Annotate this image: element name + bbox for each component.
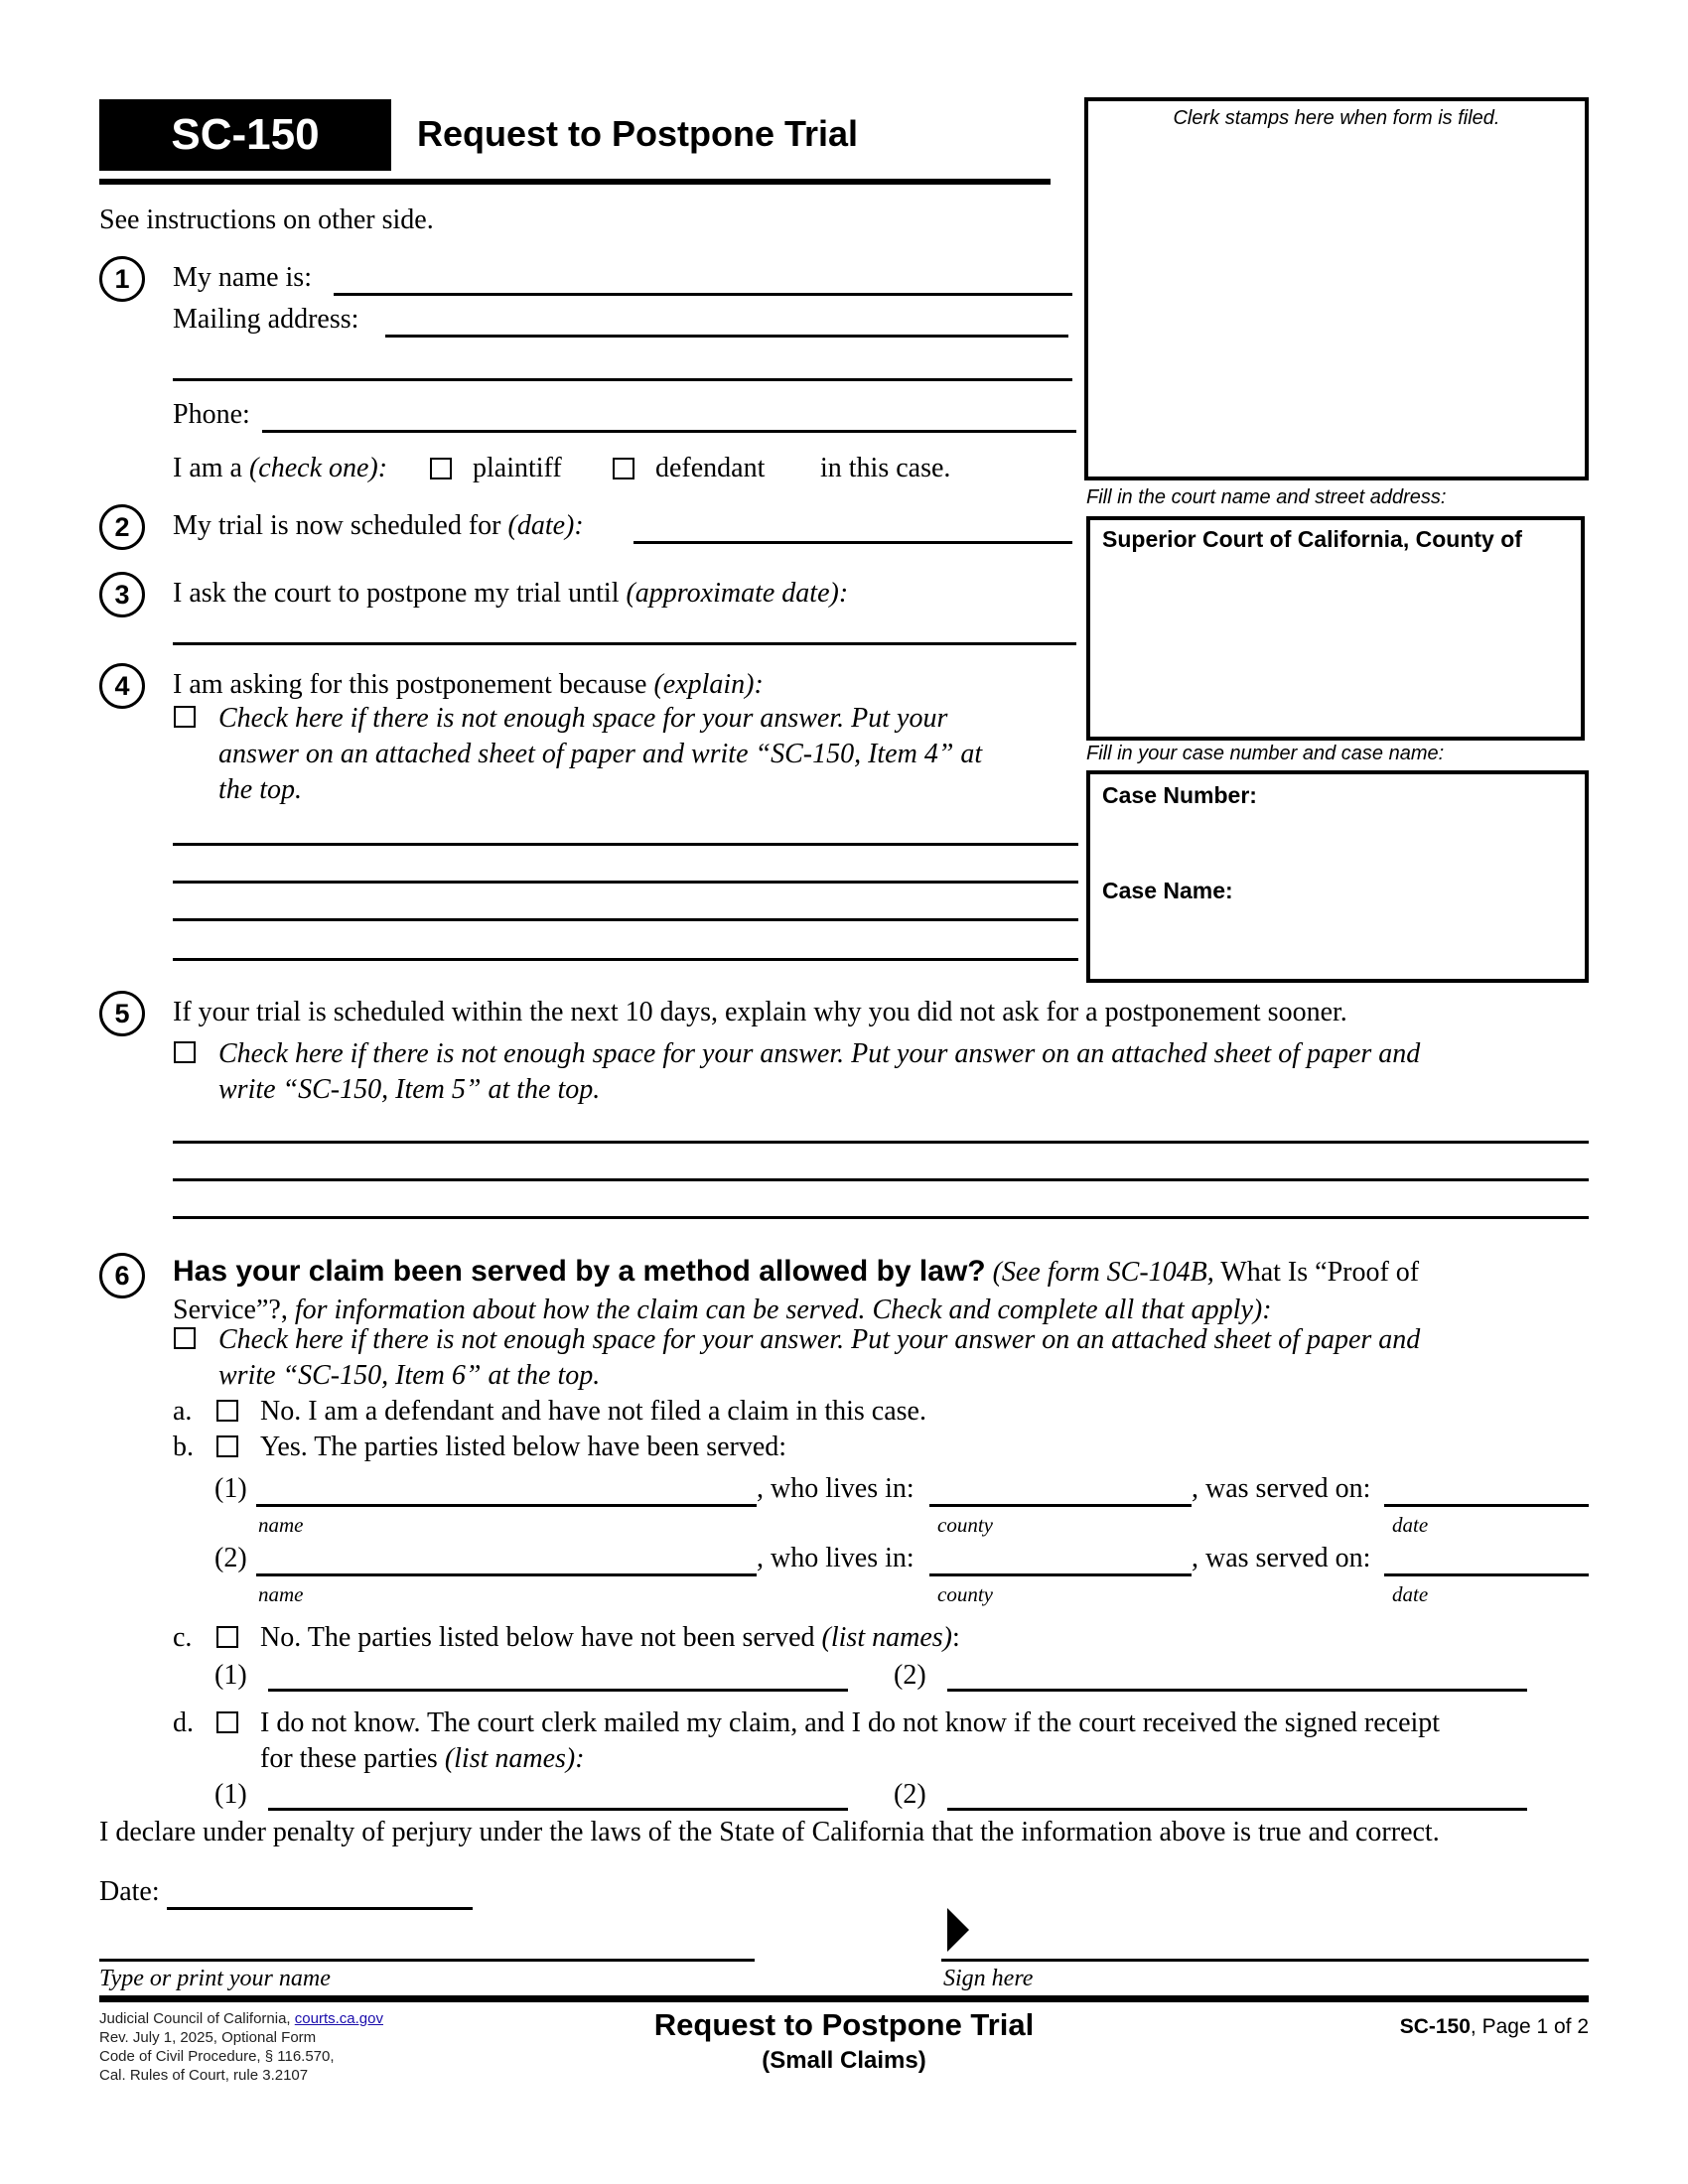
not-served-name-2[interactable] (947, 1658, 1527, 1692)
served-row-1-county[interactable] (929, 1473, 1192, 1507)
form-id: SC-150 (171, 110, 320, 159)
printed-name-caption: Type or print your name (99, 1966, 331, 1991)
footer-rule (99, 1995, 1589, 2002)
date-field[interactable] (167, 1876, 473, 1910)
unknown-name-1[interactable] (268, 1777, 848, 1811)
footer-form-id: SC-150 (1399, 2015, 1471, 2038)
name-label: My name is: (173, 262, 312, 293)
footer-title: Request to Postpone Trial (653, 2007, 1035, 2042)
plaintiff-checkbox[interactable] (430, 458, 452, 479)
case-name-label: Case Name: (1102, 878, 1233, 903)
item5-overflow-text-1: Check here if there is not enough space for your answer. Put your answer on an attached sheet of paper and (218, 1038, 1421, 1069)
item4-overflow-text-3: the top. (218, 774, 302, 805)
service-question (173, 1257, 1419, 1287)
option-b-text: Yes. The parties listed below have been served: (260, 1432, 787, 1462)
trial-date-hint: (date): (507, 510, 584, 541)
date-label: Date: (99, 1876, 160, 1907)
item4-overflow-checkbox[interactable] (174, 706, 196, 728)
item-number-6: 6 (99, 1253, 145, 1298)
served-row-2-county-hint: county (937, 1582, 993, 1606)
court-box-caption: Fill in the court name and street address: (1086, 486, 1447, 508)
form-id-badge (99, 99, 391, 171)
option-d-text: I do not know. The court clerk mailed my claim, and I do not know if the court received the signed receipt (260, 1707, 1441, 1738)
signature-field[interactable] (941, 1920, 1589, 1962)
item-number-4: 4 (99, 663, 145, 709)
signature-caption: Sign here (943, 1966, 1034, 1991)
option-a-checkbox[interactable] (216, 1400, 238, 1422)
item6-overflow-checkbox[interactable] (174, 1327, 196, 1349)
phone-field[interactable] (262, 399, 1076, 433)
option-d-text-2 (260, 1745, 585, 1773)
option-b-checkbox[interactable] (216, 1435, 238, 1457)
printed-name-field[interactable] (99, 1920, 755, 1962)
option-d-letter: d. (173, 1707, 194, 1738)
served-row-2-name-hint: name (258, 1582, 304, 1606)
role-suffix: in this case. (820, 453, 951, 483)
role-prefix: I am a (173, 453, 242, 483)
reason-line-2[interactable] (173, 850, 1078, 884)
clerk-stamp-caption: Clerk stamps here when form is filed. (1173, 107, 1500, 129)
trial-date-text: My trial is now scheduled for (173, 510, 501, 541)
mailing-address-label: Mailing address: (173, 304, 359, 335)
served-row-1-date-hint: date (1392, 1513, 1429, 1537)
court-name-box[interactable] (1086, 516, 1585, 741)
item5-overflow-checkbox[interactable] (174, 1041, 196, 1063)
service-ref-4: for information about how the claim can be served. Check and complete all that apply): (294, 1295, 1272, 1325)
role-prompt (173, 455, 387, 482)
option-c-hint: (list names) (821, 1622, 952, 1653)
served-row-2-date-label: , was served on: (1192, 1543, 1371, 1573)
trial-date-label (173, 512, 584, 540)
footer-line-4: Cal. Rules of Court, rule 3.2107 (99, 2067, 309, 2084)
mailing-address-field-1[interactable] (385, 304, 1068, 338)
option-a-text: No. I am a defendant and have not filed a claim in this case. (260, 1396, 926, 1427)
late-request-label: If your trial is scheduled within the next 10 days, explain why you did not ask for a postponement sooner. (173, 997, 1347, 1027)
footer-line-1 (99, 2009, 383, 2028)
served-row-2-index: (2) (214, 1543, 247, 1573)
trial-date-field[interactable] (633, 510, 1072, 544)
option-d-text2-main: for these parties (260, 1743, 438, 1774)
court-name-label: Superior Court of California, County of (1102, 526, 1522, 552)
served-row-1-date[interactable] (1384, 1473, 1589, 1507)
unknown-index-1: (1) (214, 1779, 247, 1810)
footer-publisher: Judicial Council of California, (99, 2010, 291, 2027)
instructions-note: See instructions on other side. (99, 205, 434, 235)
reason-text: I am asking for this postponement because (173, 669, 647, 700)
service-question-cont (173, 1297, 1272, 1324)
postpone-until-text: I ask the court to postpone my trial until (173, 578, 620, 609)
postpone-until-field[interactable] (173, 612, 1076, 645)
name-field[interactable] (334, 262, 1072, 296)
served-row-1-lives-label: , who lives in: (757, 1473, 914, 1504)
option-c-main: No. The parties listed below have not been served (260, 1622, 815, 1653)
item6-overflow-text-1: Check here if there is not enough space for your answer. Put your answer on an attached sheet of paper and (218, 1324, 1421, 1355)
declaration-text: I declare under penalty of perjury under the laws of the State of California that the information above is true and correct. (99, 1817, 1440, 1847)
served-row-2-lives-label: , who lives in: (757, 1543, 914, 1573)
case-number-label: Case Number: (1102, 782, 1257, 808)
option-c-colon: : (951, 1622, 960, 1653)
late-request-line-3[interactable] (173, 1185, 1589, 1219)
option-d-hint: (list names): (444, 1743, 585, 1774)
defendant-checkbox[interactable] (613, 458, 634, 479)
plaintiff-label: plaintiff (473, 453, 562, 483)
footer-subtitle: (Small Claims) (762, 2047, 926, 2074)
served-row-1-date-label: , was served on: (1192, 1473, 1371, 1504)
unknown-index-2: (2) (894, 1779, 926, 1810)
late-request-line-1[interactable] (173, 1110, 1589, 1144)
served-row-1-name-hint: name (258, 1513, 304, 1537)
courts-link[interactable]: courts.ca.gov (294, 2010, 383, 2027)
service-question-text: Has your claim been served by a method allowed by law? (173, 1255, 986, 1288)
case-info-box[interactable] (1086, 770, 1589, 983)
served-row-1-index: (1) (214, 1473, 247, 1504)
unknown-name-2[interactable] (947, 1777, 1527, 1811)
header-rule (99, 179, 1051, 185)
not-served-index-2: (2) (894, 1660, 926, 1691)
served-row-2-date[interactable] (1384, 1543, 1589, 1576)
page-title: Request to Postpone Trial (417, 113, 859, 154)
option-a-letter: a. (173, 1396, 193, 1427)
not-served-name-1[interactable] (268, 1658, 848, 1692)
reason-line-4[interactable] (173, 927, 1078, 961)
late-request-line-2[interactable] (173, 1148, 1589, 1181)
service-ref-3: Service”?, (173, 1295, 288, 1325)
item6-overflow-text-2: write “SC-150, Item 6” at the top. (218, 1360, 601, 1391)
footer-line-2: Rev. July 1, 2025, Optional Form (99, 2029, 317, 2046)
postpone-until-label (173, 580, 848, 608)
service-ref-2: What Is “Proof of (1220, 1257, 1420, 1288)
served-row-2-date-hint: date (1392, 1582, 1429, 1606)
reason-label (173, 671, 764, 699)
item-number-3: 3 (99, 572, 145, 617)
item-number-2: 2 (99, 504, 145, 550)
clerk-stamp-box (1084, 97, 1589, 480)
option-c-checkbox[interactable] (216, 1626, 238, 1648)
served-row-2-county[interactable] (929, 1543, 1192, 1576)
option-d-checkbox[interactable] (216, 1711, 238, 1733)
reason-line-1[interactable] (173, 812, 1078, 846)
footer-page-number: , Page 1 of 2 (1470, 2015, 1589, 2038)
item-number-5: 5 (99, 991, 145, 1036)
item4-overflow-text-2: answer on an attached sheet of paper and write “SC-150, Item 4” at (218, 739, 983, 769)
mailing-address-field-2[interactable] (173, 347, 1072, 381)
reason-hint: (explain): (653, 669, 764, 700)
served-row-1-county-hint: county (937, 1513, 993, 1537)
item5-overflow-text-2: write “SC-150, Item 5” at the top. (218, 1074, 601, 1105)
footer-line-3: Code of Civil Procedure, § 116.570, (99, 2048, 335, 2065)
phone-label: Phone: (173, 399, 250, 430)
postpone-until-hint: (approximate date): (626, 578, 849, 609)
footer-citation (99, 2009, 383, 2085)
served-row-2-name[interactable] (256, 1543, 757, 1576)
role-hint: (check one): (248, 453, 388, 483)
item-number-1: 1 (99, 256, 145, 302)
option-c-text (260, 1624, 960, 1652)
defendant-label: defendant (655, 453, 766, 483)
served-row-1-name[interactable] (256, 1473, 757, 1507)
footer-page-info (1400, 2015, 1589, 2039)
case-box-caption: Fill in your case number and case name: (1086, 743, 1445, 764)
option-b-letter: b. (173, 1432, 194, 1462)
item4-overflow-text-1: Check here if there is not enough space for your answer. Put your (218, 703, 948, 734)
option-c-letter: c. (173, 1622, 193, 1653)
service-ref-1: (See form SC-104B, (992, 1257, 1214, 1288)
reason-line-3[interactable] (173, 887, 1078, 921)
not-served-index-1: (1) (214, 1660, 247, 1691)
